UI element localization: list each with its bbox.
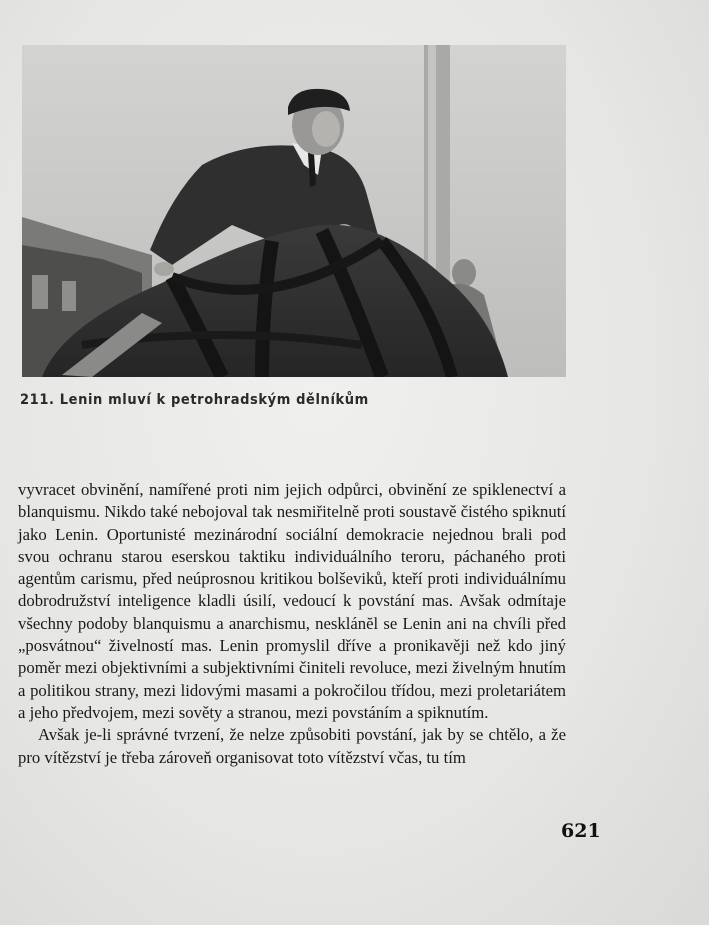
body-text — [18, 479, 566, 769]
paragraph: vyvracet obvinění, namířené proti nim jejich odpůrci, obvinění ze spiklenectví a blanquismu. Nikdo také nebojoval tak nesmiřitelně proti soustavě čistého spiknutí jako Lenin. Oportunisté mezinárodní sociální demokracie nejednou brali pod svou ochranu starou eserskou taktiku individuálního teroru, páchaného proti agentům carismu, před neúprosnou kritikou bolševiků, kteří proti individuálnímu dobrodružství inteligence kladli úsilí, vedoucí k povstání mas. Avšak odmítaje všechny podoby blanquismu a anarchismu, nesklánĕl se Lenin ani na chvíli před „posvátnou“ živelností mas. Lenin promyslil dříve a pronikavěji než kdo jiný poměr mezi objektivními a subjektivními činiteli revoluce, mezi živelným hnutím a politikou strany, mezi lidovými masami a pokročilou třídou, mezi proletariátem a jeho předvojem, mezi sověty a stranou, mezi povstáním a spiknutím. — [18, 480, 566, 722]
paragraph: Avšak je-li správné tvrzení, že nelze způsobiti povstání, jak by se chtělo, a že pro vítězství je třeba zároveň organisovat toto vítězství včas, tu tím — [18, 725, 566, 767]
figure-caption: 211. Lenin mluví k petrohradským dělníkům — [20, 392, 369, 408]
lenin-photograph — [22, 45, 566, 377]
photo-illustration — [22, 45, 566, 377]
page-number: 621 — [561, 820, 601, 842]
